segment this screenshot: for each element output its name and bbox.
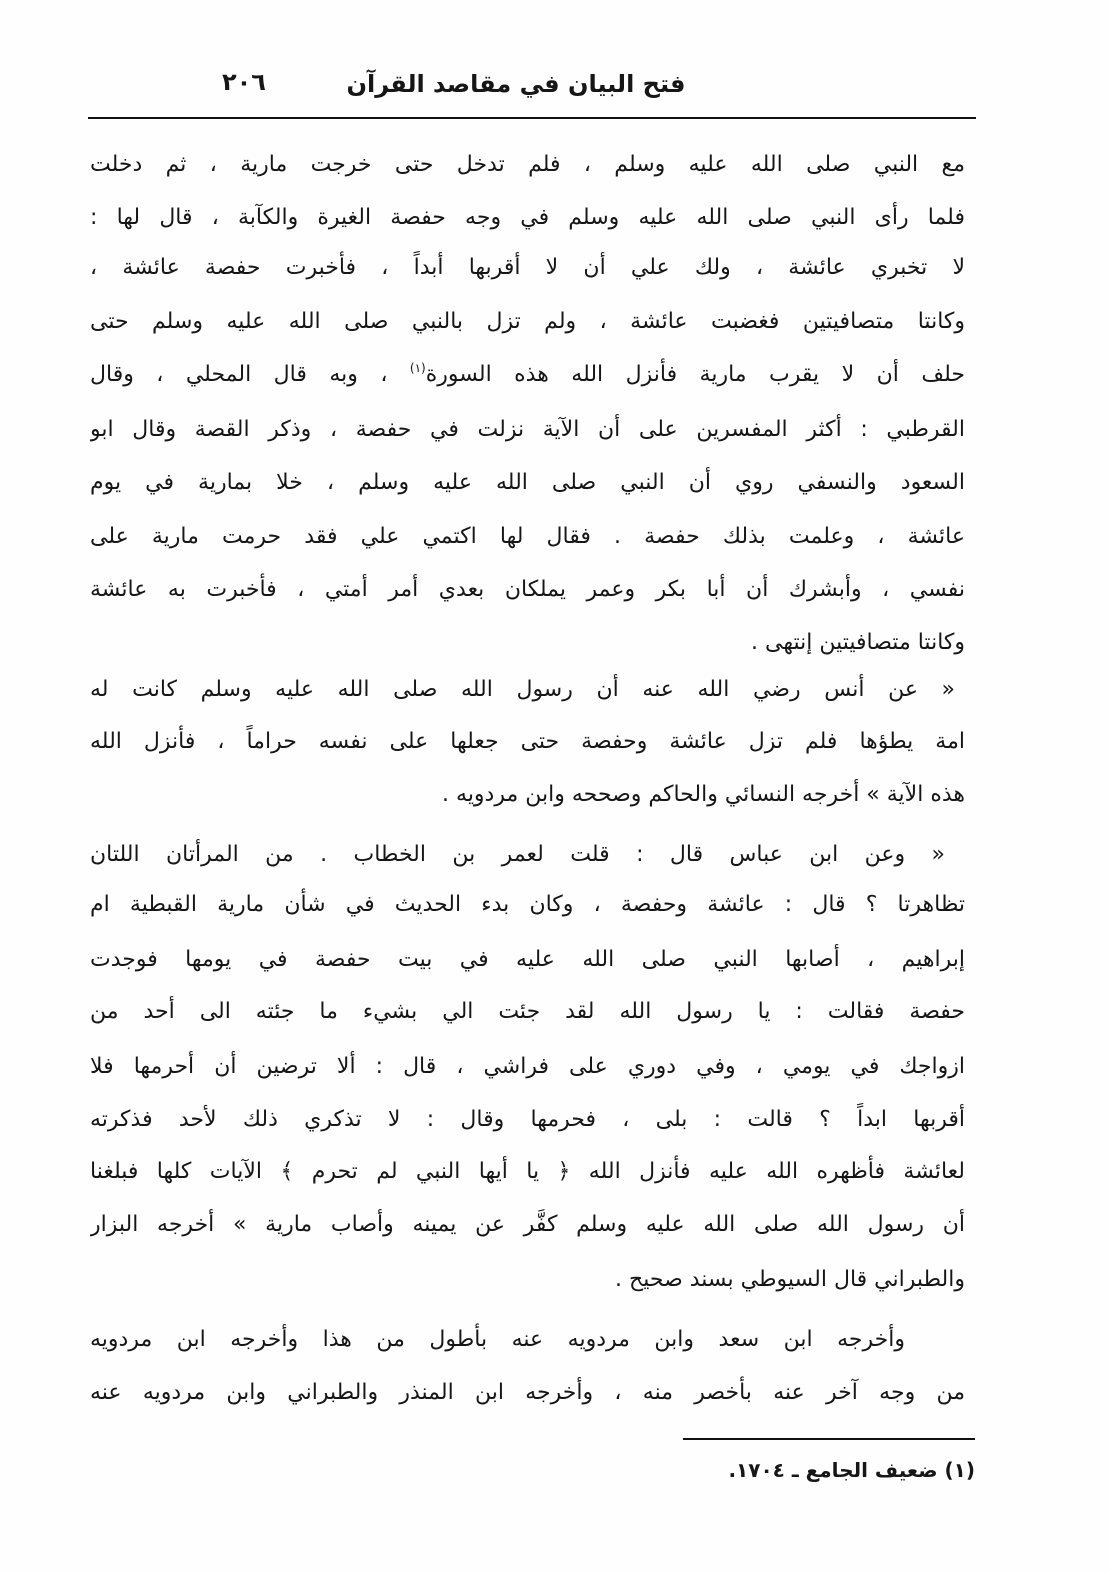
footnote [575, 1450, 975, 1490]
body-line [90, 353, 965, 397]
body-line: وأخرجه ابن سعد وابن مردويه عنه بأطول من هذا وأخرجه ابن مردويه [90, 1327, 905, 1352]
body-line: ازواجك في يومي ، وفي دوري على فراشي ، قال : ألا ترضين أن أحرمها فلا [90, 1054, 965, 1079]
body-line: « وعن ابن عباس قال : قلت لعمر بن الخطاب . من المرأتان اللتان [90, 842, 945, 867]
body-line: إبراهيم ، أصابها النبي صلى الله عليه في بيت حفصة في يومها فوجدت [90, 947, 965, 972]
body-line: لا تخبري عائشة ، ولك علي أن لا أقربها أبداً ، فأخبرت حفصة عائشة ، [90, 255, 965, 280]
body-line: حفصة فقالت : يا رسول الله لقد جئت الي بشيء ما جئته الى أحد من [90, 999, 965, 1024]
body-line: هذه الآية » أخرجه النسائي والحاكم وصححه وابن مردويه . [442, 782, 965, 807]
body-line: مع النبي صلى الله عليه وسلم ، فلم تدخل حتى خرجت مارية ، ثم دخلت [90, 152, 965, 177]
body-line: فلما رأى النبي صلى الله عليه وسلم في وجه حفصة الغيرة والكآبة ، قال لها : [90, 205, 965, 230]
header-divider [88, 117, 976, 119]
body-line: السعود والنسفي روي أن النبي صلى الله عليه وسلم ، خلا بمارية في يوم [90, 470, 965, 495]
running-title: فتح البيان في مقاصد القرآن [346, 70, 686, 98]
body-line: وكانتا متصافيتين إنتهى . [751, 630, 965, 655]
footnote-divider [683, 1438, 975, 1440]
body-line: وكانتا متصافيتين فغضبت عائشة ، ولم تزل بالنبي صلى الله عليه وسلم حتى [90, 309, 965, 334]
body-line: « عن أنس رضي الله عنه أن رسول الله صلى الله عليه وسلم كانت له [90, 677, 955, 702]
body-line: أن رسول الله صلى الله عليه وسلم كفَّر عن يمينه وأصاب مارية » أخرجه البزار [90, 1212, 965, 1237]
body-line: تظاهرتا ؟ قال : عائشة وحفصة ، وكان بدء الحديث في شأن مارية القبطية ام [90, 892, 965, 917]
body-line: والطبراني قال السيوطي بسند صحيح . [615, 1267, 965, 1292]
body-line: امة يطؤها فلم تزل عائشة وحفصة حتى جعلها على نفسه حراماً ، فأنزل الله [90, 729, 965, 754]
footnote-text: ضعيف الجامع ـ ١٧٠٤. [728, 1458, 938, 1482]
body-line-text: حلف أن لا يقرب مارية فأنزل الله هذه السورة [425, 362, 965, 387]
page-number: ٢٠٦ [222, 68, 266, 96]
body-line-text: ، وبه قال المحلي ، وقال [90, 362, 410, 387]
body-line: لعائشة فأظهره الله عليه فأنزل الله ﴿ يا أيها النبي لم تحرم ﴾ الآيات كلها فبلغنا [90, 1159, 965, 1184]
body-line: عائشة ، وعلمت بذلك حفصة . فقال لها اكتمي علي فقد حرمت مارية على [90, 524, 965, 549]
body-line: القرطبي : أكثر المفسرين على أن الآية نزلت في حفصة ، وذكر القصة وقال ابو [90, 417, 965, 442]
footnote-reference: (١) [409, 361, 426, 375]
footnote-marker: (١) [944, 1458, 975, 1482]
body-line: أقربها ابداً ؟ قالت : بلى ، فحرمها وقال : لا تذكري ذلك لأحد فذكرته [90, 1107, 965, 1132]
body-line: من وجه آخر عنه بأخصر منه ، وأخرجه ابن المنذر والطبراني وابن مردويه عنه [90, 1380, 965, 1405]
body-line: نفسي ، وأبشرك أن أبا بكر وعمر يملكان بعدي أمر أمتي ، فأخبرت به عائشة [90, 577, 965, 602]
